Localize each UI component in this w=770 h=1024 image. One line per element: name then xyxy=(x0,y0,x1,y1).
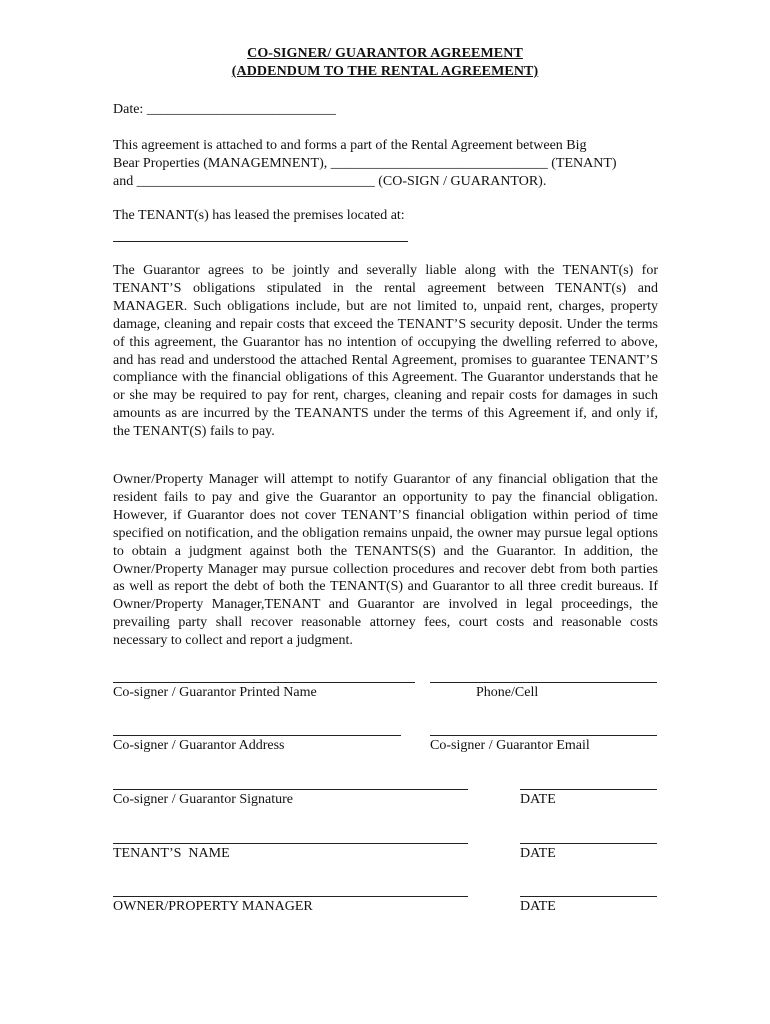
date-line-2 xyxy=(520,843,657,844)
address-line xyxy=(113,735,401,736)
date-label-3: DATE xyxy=(520,899,556,914)
phone-line xyxy=(430,682,657,683)
date-line: Date: ___________________________ xyxy=(113,102,336,117)
signature-label: Co-signer / Guarantor Signature xyxy=(113,792,294,807)
premises-blank-line xyxy=(113,241,408,242)
email-label: Co-signer / Guarantor Email xyxy=(430,738,590,753)
intro-line-2: Bear Properties (MANAGEMNENT), _______________________________ (TENANT) xyxy=(113,156,617,171)
owner-label: OWNER/PROPERTY MANAGER xyxy=(113,899,313,914)
tenant-name-line xyxy=(113,843,468,844)
intro-line-3: and __________________________________ (CO-SIGN / GUARANTOR). xyxy=(113,174,547,189)
signature-line xyxy=(113,789,468,790)
date-line-3 xyxy=(520,896,657,897)
intro-line-1: This agreement is attached to and forms a part of the Rental Agreement between Big xyxy=(113,138,587,153)
liability-paragraph: The Guarantor agrees to be jointly and severally liable along with the TENANT(s) for TENANT’S obligations stipulated in the rental agreement between TENANT(s) and MANAGER. Such obligations include, but are not limited to, unpaid rent, charges, property damage, cleaning and repair costs that exceed the TENANT’S security deposit. Under the terms of this agreement, the Guarantor has no intention of occupying the dwelling referred to above, and has read and understood the attached Rental Agreement, promises to guarantee TENANT’S compliance with the financial obligations of this Agreement. The Guarantor understands that he or she may be required to pay for rent, charges, cleaning and repair costs for damages in such amounts as are incurred by the TEANANTS under the terms of this Agreement if, and only if, the TENANT(S) fails to pay. xyxy=(113,263,658,440)
tenant-name-label: TENANT’S NAME xyxy=(113,846,230,861)
notification-paragraph: Owner/Property Manager will attempt to notify Guarantor of any financial obligation that the resident fails to pay and give the Guarantor an opportunity to pay the financial obligation. However, if Guarantor does not cover TENANT’S financial obligation within period of time specified on notification, and the obligation remains unpaid, the owner may pursue legal options to obtain a judgment against both the TENANTS(S) and the Guarantor. In addition, the Owner/Property Manager may pursue collection procedures and recover debt from both parties as well as report the debt of both the TENANT(S) and Guarantor to all three credit bureaus. If Owner/Property Manager,TENANT and Guarantor are involved in legal proceedings, the prevailing party shall recover reasonable attorney fees, court costs and reasonable costs necessary to collect and report a judgment. xyxy=(113,472,658,649)
printed-name-label: Co-signer / Guarantor Printed Name xyxy=(113,685,317,700)
address-label: Co-signer / Guarantor Address xyxy=(113,738,285,753)
date-label-1: DATE xyxy=(520,792,556,807)
date-line-1 xyxy=(520,789,657,790)
document-title: CO-SIGNER/ GUARANTOR AGREEMENT xyxy=(247,46,523,61)
premises-line: The TENANT(s) has leased the premises located at: xyxy=(113,208,405,223)
date-label-2: DATE xyxy=(520,846,556,861)
phone-label: Phone/Cell xyxy=(476,685,539,700)
email-line xyxy=(430,735,657,736)
printed-name-line xyxy=(113,682,415,683)
document-subtitle: (ADDENDUM TO THE RENTAL AGREEMENT) xyxy=(231,64,539,79)
owner-line xyxy=(113,896,468,897)
